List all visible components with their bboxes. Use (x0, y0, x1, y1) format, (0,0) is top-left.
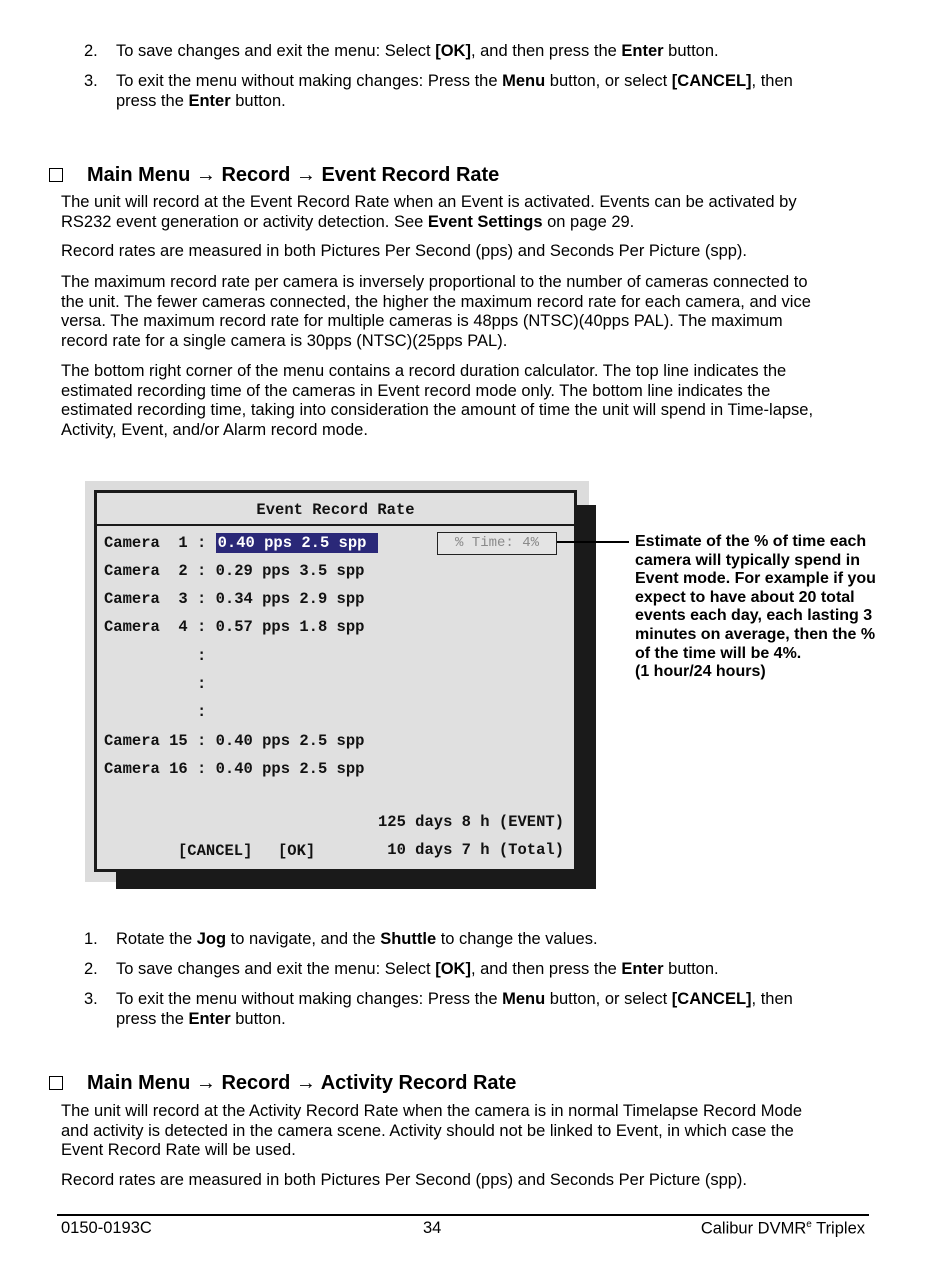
event-duration: 125 days 8 h (EVENT) (377, 813, 564, 831)
list-number: 2. (84, 960, 98, 978)
checkbox-bullet-icon (49, 1076, 63, 1090)
step-navigate: Rotate the Jog to navigate, and the Shuttle to change the values. (116, 930, 598, 948)
ok-button[interactable]: [OK] (278, 842, 316, 860)
menu-divider (97, 524, 574, 526)
camera-row[interactable]: Camera 16 : 0.40 pps 2.5 spp (104, 760, 365, 778)
total-duration: 10 days 7 h (Total) (387, 841, 564, 859)
step-exit: To exit the menu without making changes: Press the Menu button, or select [CANCEL], then press the Enter button. (116, 990, 793, 1028)
percent-time-field[interactable]: % Time: 4% (437, 532, 557, 555)
camera-row[interactable]: Camera 1 : 0.40 pps 2.5 spp (104, 534, 376, 552)
cancel-button[interactable]: [CANCEL] (178, 842, 253, 860)
callout-leader-line (557, 541, 629, 543)
paragraph: The bottom right corner of the menu contains a record duration calculator. The top line indicates the estimated recording time of the cameras in Event record mode only. The bottom line indicates the estimated recording time, taking into consideration the amount of time the unit will spend in Time-lapse, Activity, Event, and/or Alarm record mode. (61, 362, 814, 439)
list-number: 2. (84, 42, 98, 60)
list-number: 1. (84, 930, 98, 948)
paragraph: The unit will record at the Activity Record Rate when the camera is in normal Timelapse Record Mode and activity is detected in the camera scene. Activity should not be linked to Event, in which case the Event Record Rate will be used. (61, 1102, 802, 1159)
step-save: To save changes and exit the menu: Select [OK], and then press the Enter button. (116, 960, 719, 978)
camera-row[interactable]: Camera 4 : 0.57 pps 1.8 spp (104, 618, 365, 636)
callout-note: Estimate of the % of time each camera will typically spend in Event mode. For example if you expect to have about 20 total events each day, each lasting 3 minutes on average, then the % of the time will be 4%. (1 hour/24 hours) (635, 533, 876, 681)
footer-rule (57, 1214, 869, 1216)
doc-number: 0150-0193C (61, 1219, 152, 1237)
step-exit: To exit the menu without making changes: Press the Menu button, or select [CANCEL], then press the Enter button. (116, 72, 793, 110)
event-record-rate-menu (94, 490, 577, 872)
selected-value[interactable]: 0.40 pps 2.5 spp (217, 534, 376, 552)
list-number: 3. (84, 990, 98, 1008)
ellipsis-row: : (104, 675, 207, 693)
camera-row[interactable]: Camera 15 : 0.40 pps 2.5 spp (104, 732, 365, 750)
product-name: Calibur DVMR$^e$ Triplex (700, 1219, 865, 1238)
camera-row[interactable]: Camera 3 : 0.34 pps 2.9 spp (104, 590, 365, 608)
paragraph: The unit will record at the Event Record Rate when an Event is activated. Events can be activated by RS232 event generation or activity detection. See Event Settings on page 29. (61, 193, 797, 231)
ellipsis-row: : (104, 703, 207, 721)
menu-title: Event Record Rate (256, 501, 415, 519)
ellipsis-row: : (104, 647, 207, 665)
section-heading: Main Menu → Record → Event Record Rate (49, 163, 499, 187)
list-number: 3. (84, 72, 98, 90)
paragraph: Record rates are measured in both Pictures Per Second (pps) and Seconds Per Picture (spp). (61, 1171, 748, 1189)
step-save: To save changes and exit the menu: Select [OK], and then press the Enter button. (116, 42, 719, 60)
paragraph: Record rates are measured in both Pictures Per Second (pps) and Seconds Per Picture (spp). (61, 242, 748, 260)
camera-row[interactable]: Camera 2 : 0.29 pps 3.5 spp (104, 562, 365, 580)
paragraph: The maximum record rate per camera is inversely proportional to the number of cameras connected to the unit. The fewer cameras connected, the higher the maximum record rate for each camera, and vice versa. The maximum record rate for multiple cameras is 48pps (NTSC)(40pps PAL). The maximum record rate for a single camera is 30pps (NTSC)(25pps PAL). (61, 273, 811, 350)
checkbox-bullet-icon (49, 168, 63, 182)
section-heading: Main Menu → Record → Activity Record Rate (49, 1071, 516, 1095)
page-number: 34 (423, 1219, 442, 1237)
